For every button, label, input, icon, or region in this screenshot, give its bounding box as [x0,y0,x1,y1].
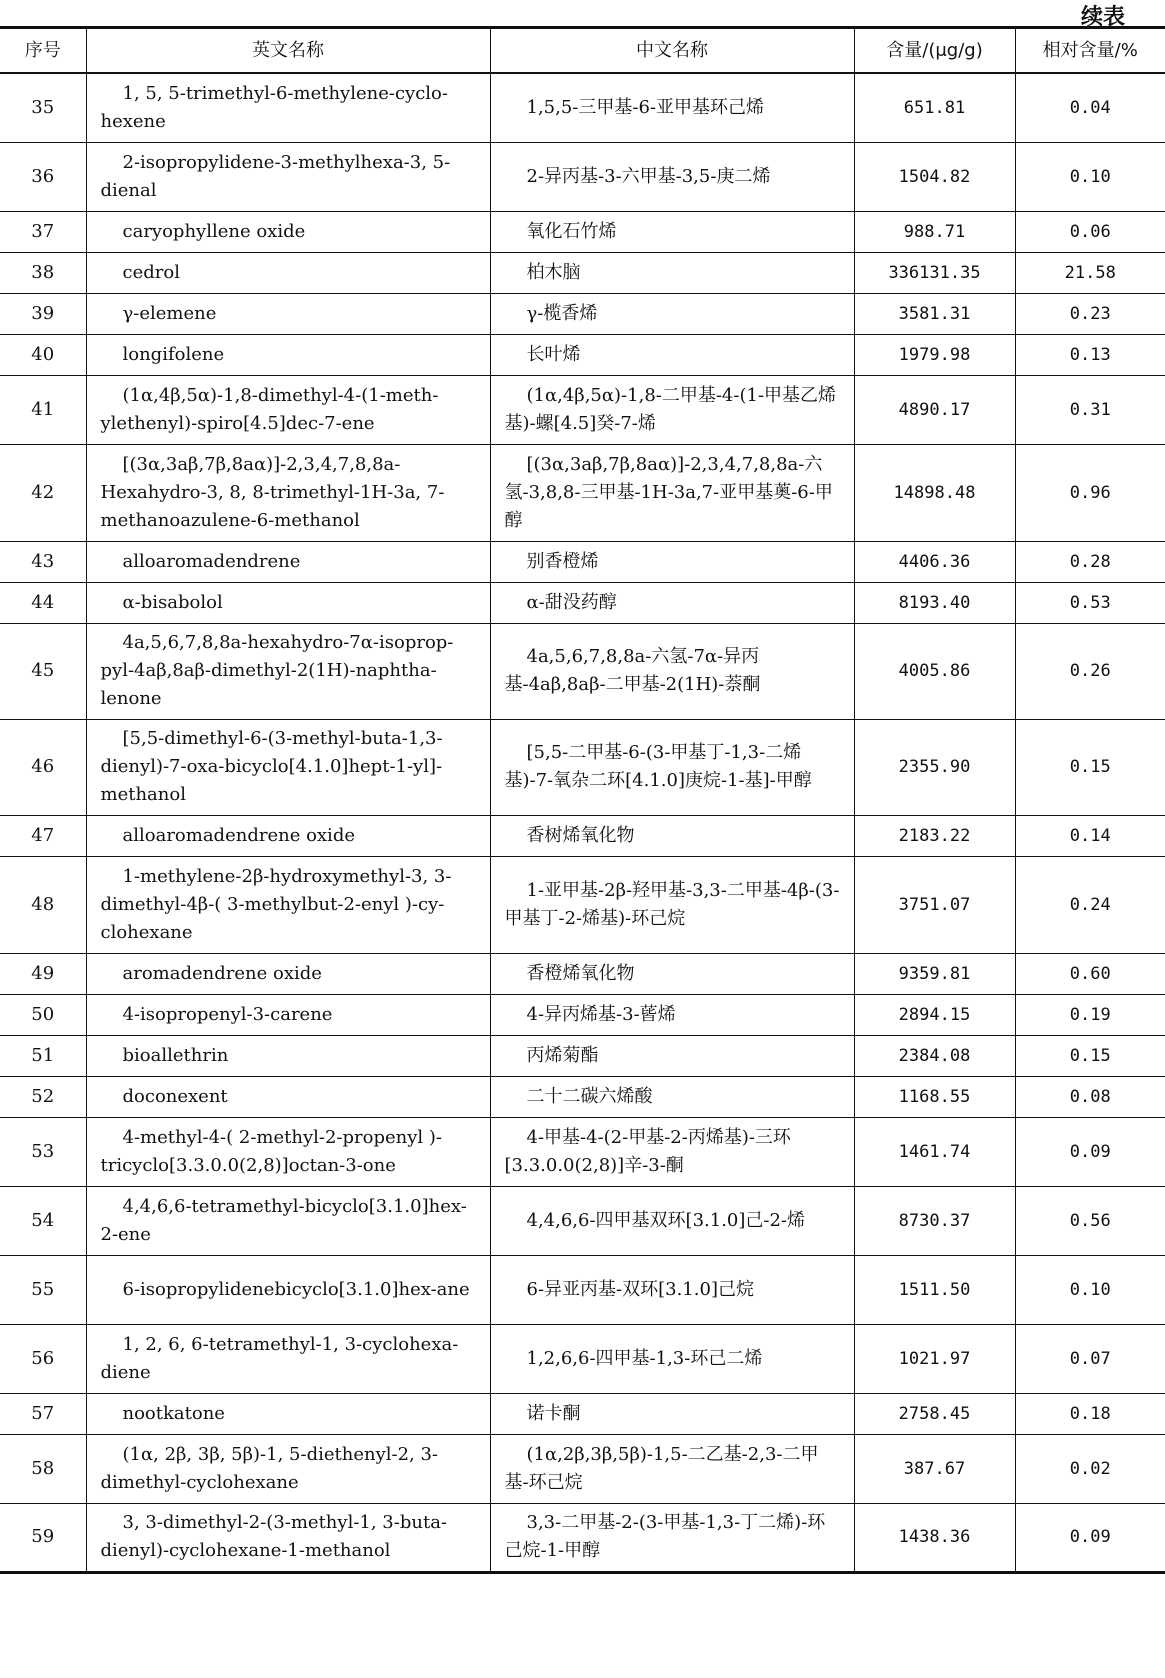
chinese-name: 诺卡酮 [490,1393,854,1434]
chinese-name: [(3α,3aβ,7β,8aα)]-2,3,4,7,8,8a-六氢-3,8,8-三甲基-1H-3a,7-亚甲基薁-6-甲醇 [490,444,854,541]
chinese-name: (1α,4β,5α)-1,8-二甲基-4-(1-甲基乙烯基)-螺[4.5]癸-7-烯 [490,375,854,444]
chinese-name: 别香橙烯 [490,541,854,582]
table-row [0,994,1165,1035]
row-number: 54 [0,1186,86,1255]
row-number: 38 [0,252,86,293]
content-value: 3581.31 [854,293,1015,334]
table-body [0,73,1165,1572]
table-row [0,1434,1165,1503]
chinese-name: 4-异丙烯基-3-蒈烯 [490,994,854,1035]
relative-content-value: 0.10 [1015,142,1165,211]
row-number: 46 [0,719,86,815]
chinese-name: 1,2,6,6-四甲基-1,3-环己二烯 [490,1324,854,1393]
relative-content-value: 0.08 [1015,1076,1165,1117]
english-name: 1, 5, 5-trimethyl-6-methylene-cyclo-hexene [86,73,490,142]
english-name: bioallethrin [86,1035,490,1076]
english-name: 6-isopropylidenebicyclo[3.1.0]hex-ane [86,1255,490,1324]
english-name: (1α,4β,5α)-1,8-dimethyl-4-(1-meth-ylethenyl)-spiro[4.5]dec-7-ene [86,375,490,444]
relative-content-value: 0.31 [1015,375,1165,444]
header-relative-content: 相对含量/% [1015,28,1165,74]
relative-content-value: 0.07 [1015,1324,1165,1393]
content-value: 2355.90 [854,719,1015,815]
row-number: 59 [0,1503,86,1572]
continued-label: 续表 [1080,5,1125,30]
table-row [0,856,1165,953]
relative-content-value: 0.96 [1015,444,1165,541]
row-number: 58 [0,1434,86,1503]
table-row [0,1117,1165,1186]
relative-content-value: 0.06 [1015,211,1165,252]
table-row [0,375,1165,444]
header-content: 含量/(μg/g) [854,28,1015,74]
row-number: 53 [0,1117,86,1186]
header-english-name: 英文名称 [86,28,490,74]
table-row [0,334,1165,375]
table-row [0,1393,1165,1434]
chinese-name: [5,5-二甲基-6-(3-甲基丁-1,3-二烯基)-7-氧杂二环[4.1.0]庚烷-1-基]-甲醇 [490,719,854,815]
chinese-name: 柏木脑 [490,252,854,293]
english-name: 1-methylene-2β-hydroxymethyl-3, 3-dimethyl-4β-( 3-methylbut-2-enyl )-cy-clohexane [86,856,490,953]
chinese-name: 二十二碳六烯酸 [490,1076,854,1117]
relative-content-value: 0.13 [1015,334,1165,375]
content-value: 1979.98 [854,334,1015,375]
english-name: caryophyllene oxide [86,211,490,252]
row-number: 51 [0,1035,86,1076]
relative-content-value: 0.18 [1015,1393,1165,1434]
content-value: 1168.55 [854,1076,1015,1117]
row-number: 56 [0,1324,86,1393]
chinese-name: (1α,2β,3β,5β)-1,5-二乙基-2,3-二甲基-环己烷 [490,1434,854,1503]
relative-content-value: 0.23 [1015,293,1165,334]
content-value: 387.67 [854,1434,1015,1503]
relative-content-value: 0.02 [1015,1434,1165,1503]
english-name: 4,4,6,6-tetramethyl-bicyclo[3.1.0]hex-2-ene [86,1186,490,1255]
chinese-name: α-甜没药醇 [490,582,854,623]
english-name: α-bisabolol [86,582,490,623]
english-name: 4a,5,6,7,8,8a-hexahydro-7α-isoprop-pyl-4aβ,8aβ-dimethyl-2(1H)-naphtha-lenone [86,623,490,719]
english-name: γ-elemene [86,293,490,334]
row-number: 40 [0,334,86,375]
english-name: [5,5-dimethyl-6-(3-methyl-buta-1,3-dienyl)-7-oxa-bicyclo[4.1.0]hept-1-yl]-methanol [86,719,490,815]
content-value: 2894.15 [854,994,1015,1035]
table-row [0,1324,1165,1393]
content-value: 1438.36 [854,1503,1015,1572]
table-row [0,1503,1165,1572]
row-number: 52 [0,1076,86,1117]
table-row [0,582,1165,623]
relative-content-value: 0.09 [1015,1503,1165,1572]
english-name: longifolene [86,334,490,375]
row-number: 49 [0,953,86,994]
table-row [0,1076,1165,1117]
content-value: 1021.97 [854,1324,1015,1393]
chinese-name: 氧化石竹烯 [490,211,854,252]
content-value: 2183.22 [854,815,1015,856]
english-name: aromadendrene oxide [86,953,490,994]
table-row [0,293,1165,334]
relative-content-value: 0.15 [1015,1035,1165,1076]
row-number: 43 [0,541,86,582]
header-no: 序号 [0,28,86,74]
relative-content-value: 0.60 [1015,953,1165,994]
english-name: 4-isopropenyl-3-carene [86,994,490,1035]
english-name: (1α, 2β, 3β, 5β)-1, 5-diethenyl-2, 3-dimethyl-cyclohexane [86,1434,490,1503]
relative-content-value: 0.15 [1015,719,1165,815]
row-number: 55 [0,1255,86,1324]
content-value: 8193.40 [854,582,1015,623]
english-name: cedrol [86,252,490,293]
content-value: 651.81 [854,73,1015,142]
table-row [0,953,1165,994]
table-row [0,73,1165,142]
row-number: 45 [0,623,86,719]
row-number: 42 [0,444,86,541]
relative-content-value: 0.10 [1015,1255,1165,1324]
table-row [0,815,1165,856]
relative-content-value: 0.28 [1015,541,1165,582]
relative-content-value: 0.14 [1015,815,1165,856]
chinese-name: 4,4,6,6-四甲基双环[3.1.0]己-2-烯 [490,1186,854,1255]
english-name: 3, 3-dimethyl-2-(3-methyl-1, 3-buta-dienyl)-cyclohexane-1-methanol [86,1503,490,1572]
relative-content-value: 0.24 [1015,856,1165,953]
chinese-name: 2-异丙基-3-六甲基-3,5-庚二烯 [490,142,854,211]
row-number: 39 [0,293,86,334]
english-name: 1, 2, 6, 6-tetramethyl-1, 3-cyclohexa-diene [86,1324,490,1393]
header-row [0,28,1165,74]
content-value: 336131.35 [854,252,1015,293]
english-name: 2-isopropylidene-3-methylhexa-3, 5-dienal [86,142,490,211]
content-value: 9359.81 [854,953,1015,994]
chinese-name: 香橙烯氧化物 [490,953,854,994]
chinese-name: 1-亚甲基-2β-羟甲基-3,3-二甲基-4β-(3-甲基丁-2-烯基)-环己烷 [490,856,854,953]
row-number: 36 [0,142,86,211]
table-row [0,1255,1165,1324]
table-row [0,719,1165,815]
table-row [0,541,1165,582]
table-row [0,1035,1165,1076]
content-value: 8730.37 [854,1186,1015,1255]
relative-content-value: 0.26 [1015,623,1165,719]
english-name: 4-methyl-4-( 2-methyl-2-propenyl )-tricyclo[3.3.0.0(2,8)]octan-3-one [86,1117,490,1186]
chinese-name: 丙烯菊酯 [490,1035,854,1076]
row-number: 48 [0,856,86,953]
relative-content-value: 21.58 [1015,252,1165,293]
chinese-name: 长叶烯 [490,334,854,375]
english-name: doconexent [86,1076,490,1117]
content-value: 988.71 [854,211,1015,252]
content-value: 1461.74 [854,1117,1015,1186]
english-name: nootkatone [86,1393,490,1434]
chinese-name: γ-榄香烯 [490,293,854,334]
table-row [0,142,1165,211]
english-name: alloaromadendrene oxide [86,815,490,856]
content-value: 2758.45 [854,1393,1015,1434]
chinese-name: 1,5,5-三甲基-6-亚甲基环己烯 [490,73,854,142]
table-row [0,444,1165,541]
row-number: 50 [0,994,86,1035]
chinese-name: 香树烯氧化物 [490,815,854,856]
table-row [0,252,1165,293]
chinese-name: 4-甲基-4-(2-甲基-2-丙烯基)-三环[3.3.0.0(2,8)]辛-3-酮 [490,1117,854,1186]
content-value: 4890.17 [854,375,1015,444]
header-chinese-name: 中文名称 [490,28,854,74]
content-value: 1504.82 [854,142,1015,211]
chinese-name: 6-异亚丙基-双环[3.1.0]己烷 [490,1255,854,1324]
table-row [0,623,1165,719]
row-number: 57 [0,1393,86,1434]
row-number: 41 [0,375,86,444]
relative-content-value: 0.19 [1015,994,1165,1035]
relative-content-value: 0.04 [1015,73,1165,142]
english-name: alloaromadendrene [86,541,490,582]
row-number: 47 [0,815,86,856]
compounds-table [0,26,1165,1574]
row-number: 37 [0,211,86,252]
relative-content-value: 0.56 [1015,1186,1165,1255]
english-name: [(3α,3aβ,7β,8aα)]-2,3,4,7,8,8a-Hexahydro-3, 8, 8-trimethyl-1H-3a, 7-methanoazulene-6-methanol [86,444,490,541]
table-row [0,211,1165,252]
row-number: 44 [0,582,86,623]
content-value: 4406.36 [854,541,1015,582]
chinese-name: 4a,5,6,7,8,8a-六氢-7α-异丙基-4aβ,8aβ-二甲基-2(1H)-萘酮 [490,623,854,719]
content-value: 14898.48 [854,444,1015,541]
chinese-name: 3,3-二甲基-2-(3-甲基-1,3-丁二烯)-环己烷-1-甲醇 [490,1503,854,1572]
content-value: 4005.86 [854,623,1015,719]
relative-content-value: 0.09 [1015,1117,1165,1186]
row-number: 35 [0,73,86,142]
relative-content-value: 0.53 [1015,582,1165,623]
table-row [0,1186,1165,1255]
content-value: 2384.08 [854,1035,1015,1076]
content-value: 3751.07 [854,856,1015,953]
content-value: 1511.50 [854,1255,1015,1324]
